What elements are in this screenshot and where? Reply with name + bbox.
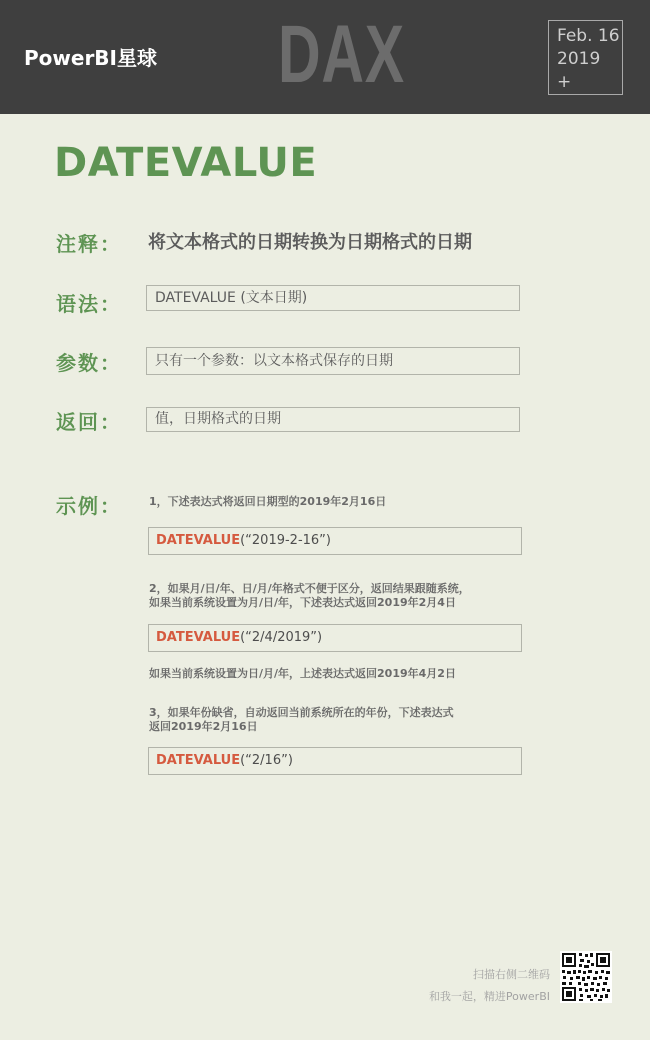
example-1-code — [148, 527, 522, 555]
example-2-function: DATEVALUE — [156, 630, 241, 645]
brand-name: PowerBI星球 — [24, 46, 157, 70]
example-2-desc-line2: 如果当前系统设置为月/日/年，下述表达式返回2019年2月4日 — [149, 596, 456, 609]
params-field: 只有一个参数：以文本格式保存的日期 — [146, 347, 520, 375]
date-box — [548, 20, 623, 95]
note-text: 将文本格式的日期转换为日期格式的日期 — [148, 232, 472, 253]
params-label: 参数： — [56, 351, 122, 375]
example-3-code — [148, 747, 522, 775]
syntax-field: DATEVALUE (文本日期) — [146, 285, 520, 311]
date-month-day: Feb. 16 — [557, 26, 620, 46]
example-3-desc — [149, 706, 529, 734]
function-title: DATEVALUE — [54, 140, 318, 186]
returns-field: 值，日期格式的日期 — [146, 407, 520, 432]
example-3-arg: (“2/16”) — [240, 753, 293, 768]
examples-label: 示例： — [56, 494, 122, 518]
qr-code-icon — [560, 951, 612, 1003]
note-label: 注释： — [56, 232, 122, 256]
date-plus: + — [557, 72, 572, 92]
example-1-arg: (“2019-2-16”) — [240, 533, 331, 548]
example-2-desc — [149, 582, 529, 610]
dax-watermark: DAX — [278, 9, 405, 100]
example-2-desc-line1: 2，如果月/日/年、日/月/年格式不便于区分，返回结果跟随系统， — [149, 582, 470, 595]
date-year: 2019 — [557, 49, 601, 69]
example-2-after: 如果当前系统设置为日/月/年，上述表达式返回2019年4月2日 — [149, 667, 456, 680]
header-bar — [0, 0, 650, 114]
syntax-label: 语法： — [56, 292, 122, 316]
footer-scan-text: 扫描右侧二维码 — [473, 968, 550, 981]
example-2-arg: (“2/4/2019”) — [240, 630, 323, 645]
example-2-code — [148, 624, 522, 652]
returns-label: 返回： — [56, 410, 122, 434]
example-1-desc: 1，下述表达式将返回日期型的2019年2月16日 — [149, 495, 387, 508]
example-1-function: DATEVALUE — [156, 533, 241, 548]
example-3-desc-line2: 返回2019年2月16日 — [149, 720, 258, 733]
footer-slogan: 和我一起，精进PowerBI — [428, 990, 550, 1003]
example-3-desc-line1: 3，如果年份缺省，自动返回当前系统所在的年份，下述表达式 — [149, 706, 454, 719]
example-3-function: DATEVALUE — [156, 753, 241, 768]
